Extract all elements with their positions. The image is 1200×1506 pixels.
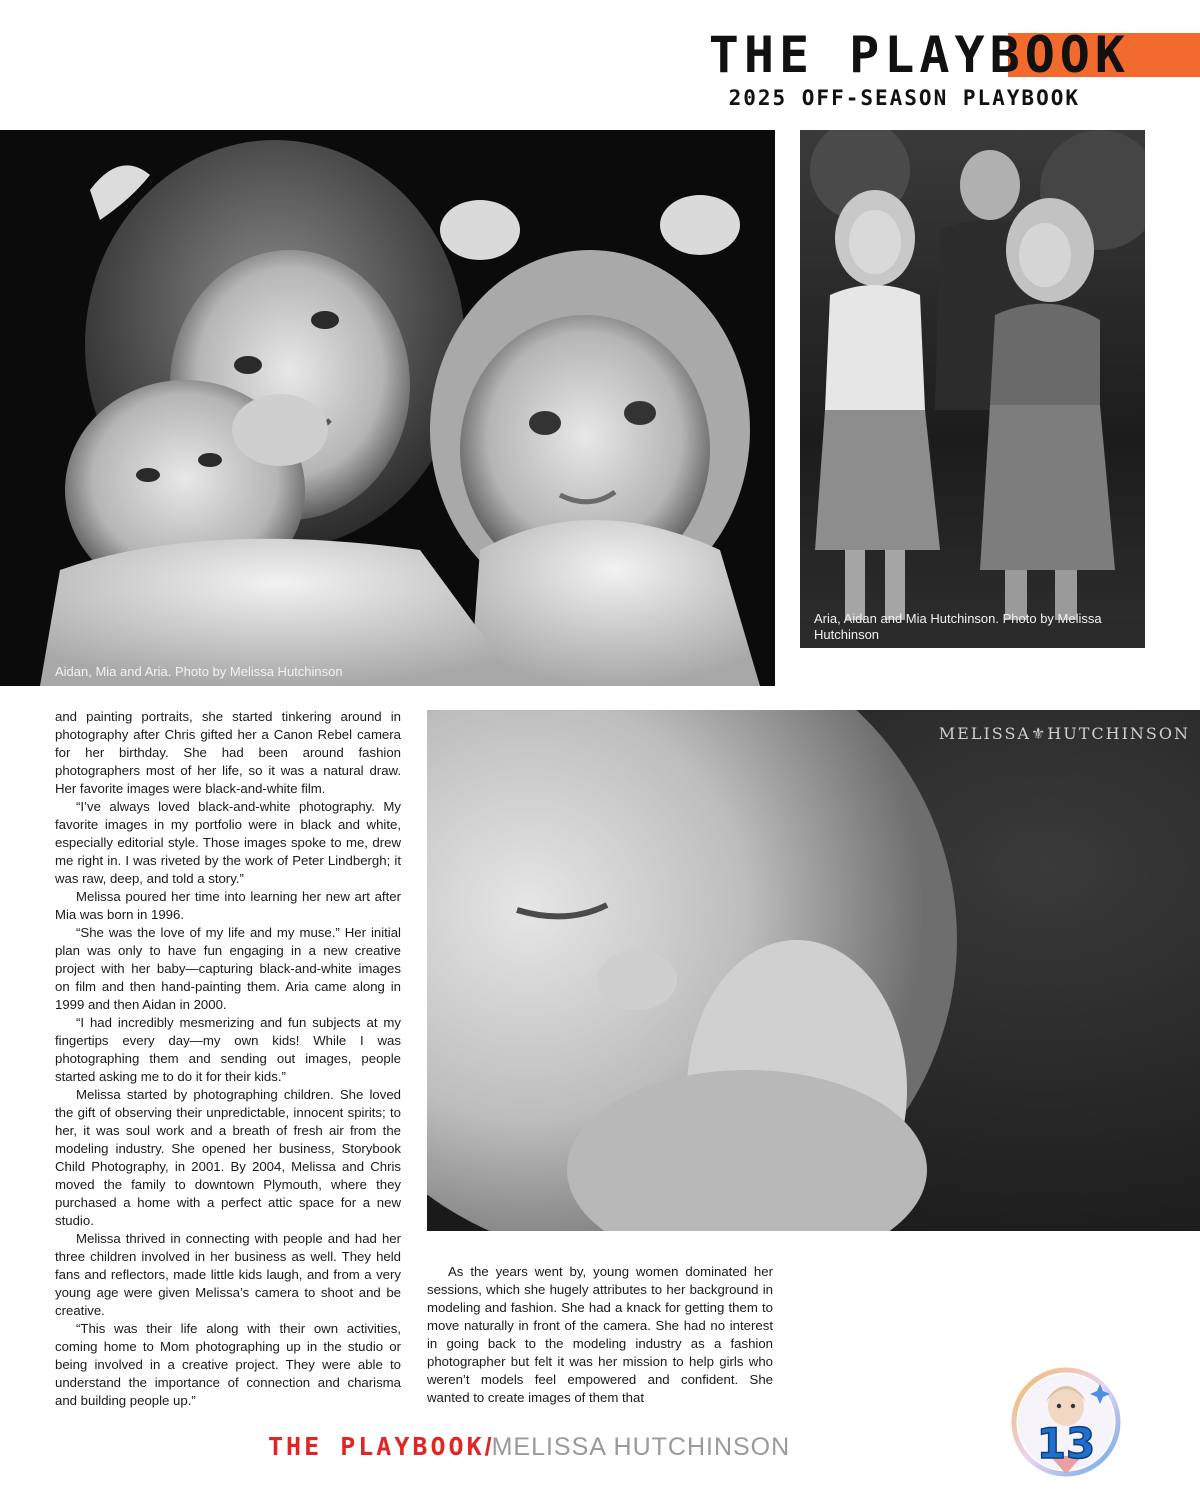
article-paragraph: Melissa poured her time into learning her new art after Mia was born in 1996. — [55, 889, 401, 922]
footer-separator: / — [484, 1433, 492, 1461]
article-paragraph: and painting portraits, she started tinkering around in photography after Chris gifted her a Canon Rebel camera for her birthday. She had been around fashion photographers most of her life, so it was a natural draw. Her favorite images were black-and-white film. — [55, 709, 401, 796]
article-left-column — [55, 708, 401, 1410]
masthead — [0, 0, 1200, 130]
article-paragraph: “I’ve always loved black-and-white photography. My favorite images in my portfolio were in black and white, especially editorial style. Those images spoke to me, drew me right in. I was riveted by the work of Peter Lindbergh; it was raw, deep, and told a story.” — [55, 799, 401, 886]
article-paragraph: “I had incredibly mesmerizing and fun subjects at my fingertips every day—my own kids! While I was photographing them and sending out images, people started asking me to do it for their kids.” — [55, 1015, 401, 1084]
article-paragraph: Melissa started by photographing children. She loved the gift of observing their unpredictable, innocent spirits; to her, it was soul work and a breath of fresh air from the modeling industry. She opened her business, Storybook Child Photography, in 2001. By 2004, Melissa and Chris moved the family to downtown Plymouth, where they purchased a home with a perfect attic space for a new studio. — [55, 1087, 401, 1228]
masthead-subtitle: 2025 OFF-SEASON PLAYBOOK — [728, 86, 1080, 110]
photo-three-children-closeup — [0, 130, 775, 686]
page-footer — [268, 1432, 790, 1462]
photographer-watermark: MELISSA⚜HUTCHINSON — [938, 724, 1190, 743]
photo-three-children-image — [0, 130, 775, 686]
article-paragraph: “She was the love of my life and my muse.” Her initial plan was only to have fun engaging in a new creative project with her baby—capturing black-and-white images on film and then hand-painting them. Aria came along in 1999 and then Aidan in 2000. — [55, 925, 401, 1012]
photo-siblings-image — [800, 130, 1145, 648]
photo-siblings-outdoors — [800, 130, 1145, 648]
article-right-column — [427, 1263, 773, 1407]
article-paragraph: As the years went by, young women dominated her sessions, which she hugely attributes to her background in modeling and fashion. She had a knack for getting them to move naturally in front of the camera. She had no interest in going back to the modeling industry as a fashion photographer but felt it was her mission to help girls who weren’t models feel empowered and confident. She wanted to create images of them that — [427, 1264, 773, 1405]
footer-subject-name: MELISSA HUTCHINSON — [491, 1433, 791, 1461]
page-number-badge — [1010, 1366, 1122, 1478]
page-number: 13 — [1036, 1419, 1096, 1468]
footer-brand: THE PLAYBOOK — [268, 1432, 485, 1461]
article-paragraph: “This was their life along with their own activities, coming home to Mom photographing up in the studio or being involved in a creative project. They were able to understand the importance of connection and charisma and building people up.” — [55, 1321, 401, 1408]
photo-baby-image — [427, 710, 1200, 1231]
photo-caption: Aidan, Mia and Aria. Photo by Melissa Hutchinson — [55, 664, 343, 679]
mascot-badge-icon — [1010, 1366, 1122, 1478]
photo-baby-closeup — [427, 710, 1200, 1231]
article-paragraph: Melissa thrived in connecting with people and had her three children involved in her business as well. They held fans and reflectors, made little kids laugh, and from a very young age were given Melissa’s camera to shoot and be creative. — [55, 1231, 401, 1318]
masthead-title: THE PLAYBOOK — [708, 26, 1130, 84]
photo-caption: Aria, Aidan and Mia Hutchinson. Photo by Melissa Hutchinson — [814, 611, 1102, 642]
